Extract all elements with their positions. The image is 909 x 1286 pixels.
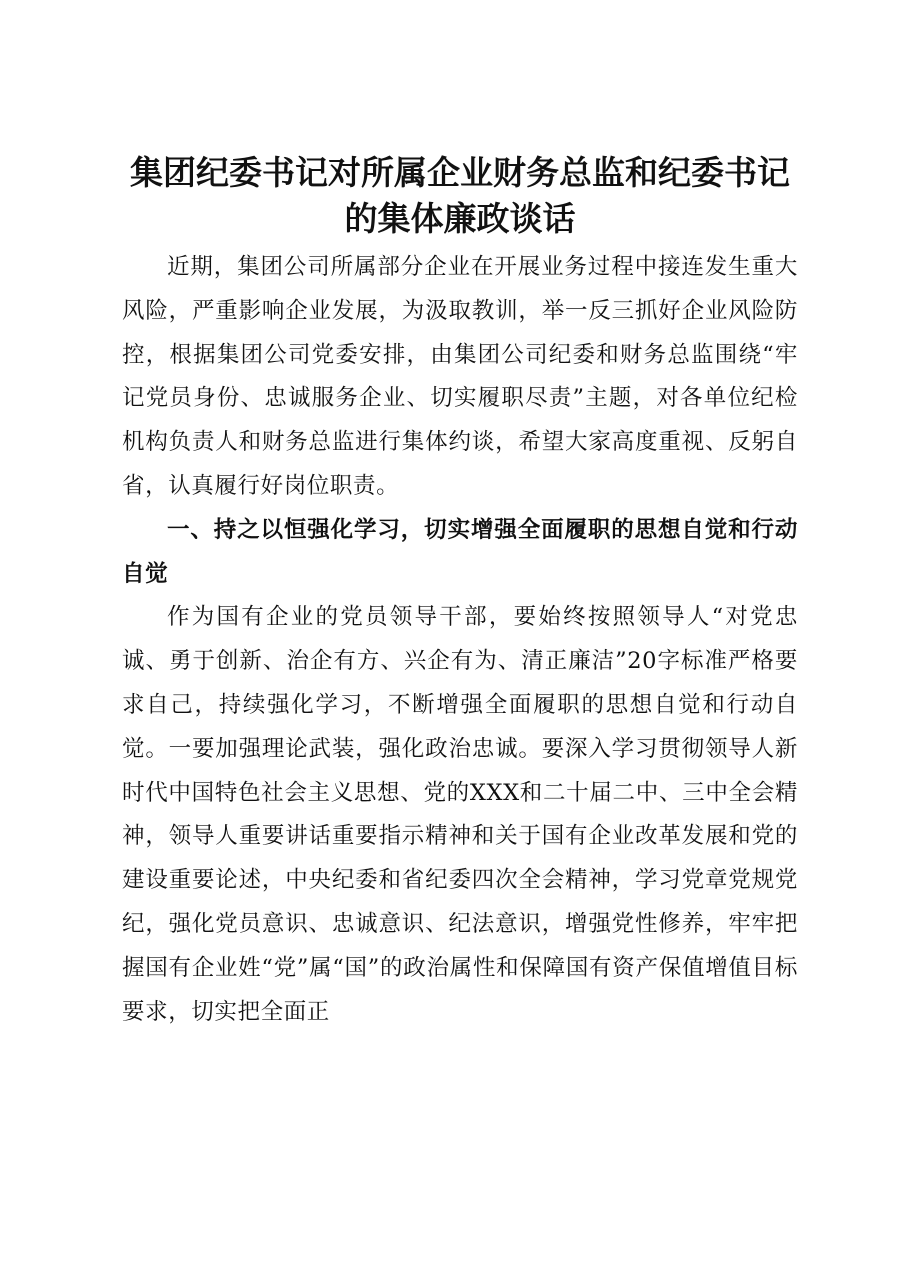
section-1-paragraph: 作为国有企业的党员领导干部，要始终按照领导人“对党忠诚、勇于创新、治企有方、兴企有为、清正廉洁”20字标准严格要求自己，持续强化学习，不断增强全面履职的思想自觉和行动自觉。一要加强理论武装，强化政治忠诚。要深入学习贯彻领导人新时代中国特色社会主义思想、党的XXX和二十届二中、三中全会精神，领导人重要讲话重要指示精神和关于国有企业改革发展和党的建设重要论述，中央纪委和省纪委四次全会精神，学习党章党规党纪，强化党员意识、忠诚意识、纪法意识，增强党性修养，牢牢把握国有企业姓“党”属“国”的政治属性和保障国有资产保值增值目标要求，切实把全面正	[122, 604, 798, 1025]
section-1-heading: 一、持之以恒强化学习，切实增强全面履职的思想自觉和行动自觉	[122, 516, 798, 587]
document-title-line-1: 集团纪委书记对所属企业财务总监和纪委书记	[130, 153, 790, 192]
document-title-line-2: 的集体廉政谈话	[344, 199, 576, 238]
document-page	[122, 150, 798, 1034]
document-title	[122, 150, 798, 242]
intro-paragraph: 近期，集团公司所属部分企业在开展业务过程中接连发生重大风险，严重影响企业发展，为汲取教训，举一反三抓好企业风险防控，根据集团公司党委安排，由集团公司纪委和财务总监围绕“牢记党员身份、忠诚服务企业、切实履职尽责”主题，对各单位纪检机构负责人和财务总监进行集体约谈，希望大家高度重视、反躬自省，认真履行好岗位职责。	[122, 254, 798, 499]
